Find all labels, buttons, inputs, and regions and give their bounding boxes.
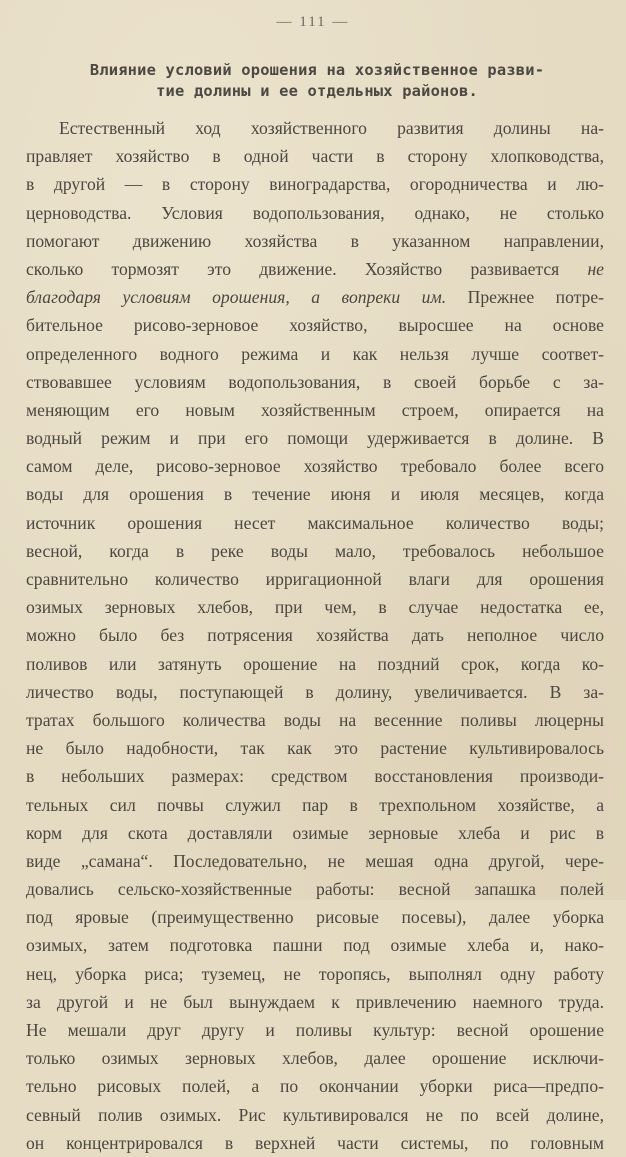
text-line: бительное рисово-зерновое хозяйство, выросшее на основе xyxy=(26,315,604,336)
text-line: помогают движению хозяйства в указанном направлении, xyxy=(26,230,604,251)
text-line xyxy=(26,283,604,311)
text-line: воды для орошения в течение июня и июля месяцев, когда xyxy=(26,484,604,505)
text-segment: сколько тормозят это движение. Хозяйство развивается xyxy=(26,258,588,279)
text-line: весной, когда в реке воды мало, требовалось небольшое xyxy=(26,540,604,561)
text-line: правляет хозяйство в одной части в сторону хлопководства, xyxy=(26,146,604,167)
text-segment: Прежнее потре- xyxy=(446,287,605,308)
text-line: в небольших размерах: средством восстановления производи- xyxy=(26,766,604,787)
text-line: не было надобности, так как это растение культивировалось xyxy=(26,738,604,759)
emphasis-text: благодаря условиям орошения, а вопреки им. xyxy=(26,287,447,308)
text-line: водный режим и при его помощи удерживается в долине. В xyxy=(26,428,604,449)
text-line: Не мешали друг другу и поливы культур: весной орошение xyxy=(26,1020,604,1040)
section-heading xyxy=(22,60,612,102)
heading-line: тие долины и ее отдельных районов. xyxy=(156,82,478,100)
text-line: за другой и не был вынуждаем к привлечению наемного труда. xyxy=(26,991,604,1012)
text-line: виде „самана“. Последовательно, не мешая одна другой, чере- xyxy=(26,850,604,871)
text-line: в другой — в сторону виноградарства, огородничества и лю- xyxy=(26,174,604,195)
text-line: самом деле, рисово-зерновое хозяйство требовало более всего xyxy=(26,456,604,477)
text-line: тратах большого количества воды на весенние поливы люцерны xyxy=(26,709,604,730)
text-line: он концентрировался в верхней части системы, по головным xyxy=(26,1132,604,1153)
text-line: севный полив озимых. Рис культивировался не по всей долине, xyxy=(26,1104,604,1125)
text-line: озимых, затем подготовка пашни под озимые хлеба и, нако- xyxy=(26,935,604,956)
text-line: озимых зерновых хлебов, при чем, в случае недостатка ее, xyxy=(26,597,604,618)
text-line: тельных сил почвы служил пар в трехпольном хозяйстве, а xyxy=(26,794,604,815)
text-line: только озимых зерновых хлебов, далее орошение исключи- xyxy=(26,1048,604,1069)
text-line xyxy=(26,255,604,283)
text-line: личество воды, поступающей в долину, увеличивается. В за- xyxy=(26,681,604,702)
text-line: источник орошения несет максимальное количество воды; xyxy=(26,512,604,533)
text-line: определенного водного режима и как нельзя лучше соответ- xyxy=(26,343,604,364)
page-number: — 111 — xyxy=(276,14,350,30)
text-line: можно было без потрясения хозяйства дать неполное число xyxy=(26,625,604,646)
emphasis-text: не xyxy=(587,258,604,279)
text-line: церноводства. Условия водопользования, однако, не столько xyxy=(26,202,604,223)
text-line: меняющим его новым хозяйственным строем, опирается на xyxy=(26,399,604,420)
text-line: нец, уборка риса; туземец, не торопясь, выполнял одну работу xyxy=(26,963,604,984)
text-line: ствовавшее условиям водопользования, в своей борьбе с за- xyxy=(26,371,604,392)
heading-line: Влияние условий орошения на хозяйственное разви- xyxy=(89,61,545,79)
text-line: сравнительно количество ирригационной влаги для орошения xyxy=(26,569,604,589)
body-paragraph xyxy=(26,114,604,1157)
text-line: тельно рисовых полей, а по окончании уборки риса—предпо- xyxy=(26,1076,604,1097)
text-line: корм для скота доставляли озимые зерновые хлеба и рис в xyxy=(26,822,604,843)
text-line: довались сельско-хозяйственные работы: весной запашка полей xyxy=(26,879,604,900)
text-line: Естественный ход хозяйственного развития долины на- xyxy=(59,118,604,138)
text-line: под яровые (преимущественно рисовые посевы), далее уборка xyxy=(26,907,604,928)
text-line: поливов или затянуть орошение на поздний срок, когда ко- xyxy=(26,653,604,674)
